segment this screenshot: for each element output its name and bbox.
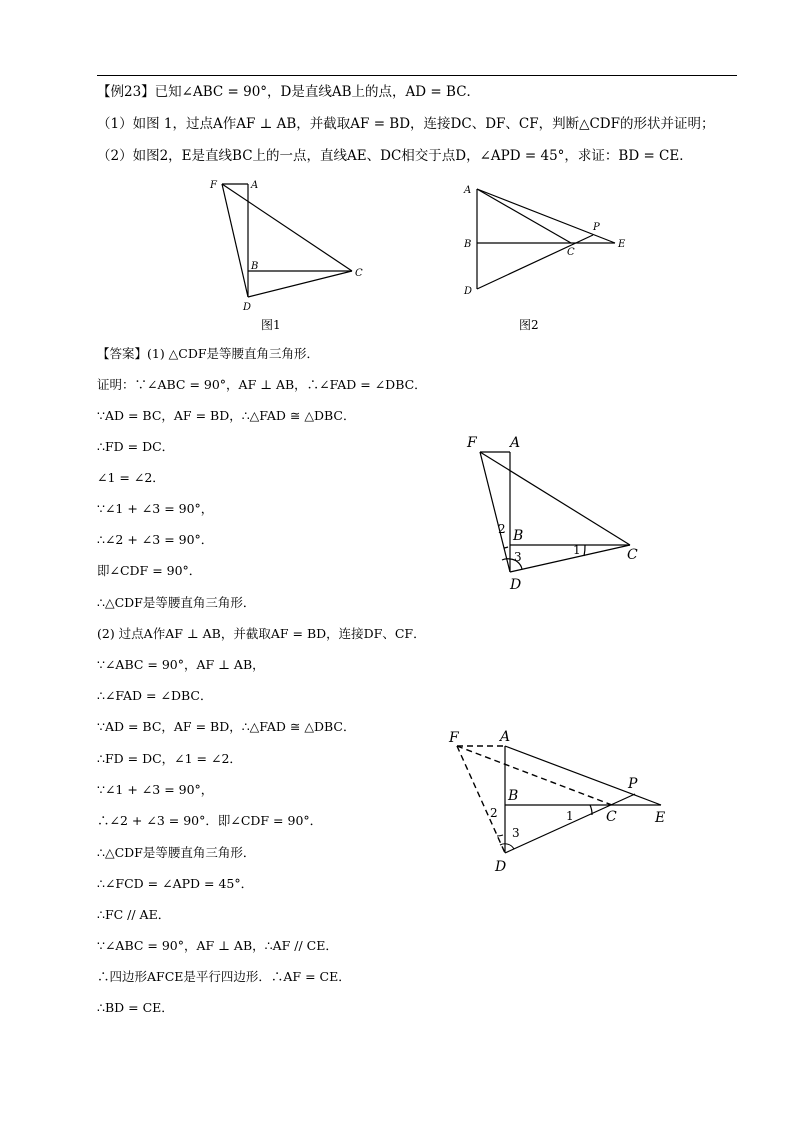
sol2-label-A: A [500, 729, 511, 745]
sol1-label-D: D [510, 577, 522, 593]
sol1-angle-1: 1 [573, 543, 581, 557]
solution-line-8: 即∠CDF = 90°． [97, 563, 202, 578]
solution-line-15: ∵∠1 + ∠3 = 90°， [97, 782, 214, 797]
fig2-label-E: E [618, 239, 626, 250]
top-rule [97, 75, 737, 76]
solution-line-10: (2) 过点A作AF ⊥ AB，并截取AF = BD，连接DF、CF． [97, 626, 426, 641]
solution-line-16: ∴∠2 + ∠3 = 90°．即∠CDF = 90°． [97, 813, 323, 828]
figure-2-caption: 图2 [519, 318, 539, 332]
solution-line-18: ∴∠FCD = ∠APD = 45°． [97, 876, 254, 891]
problem-part1: （1）如图 1，过点A作AF ⊥ AB，并截取AF = BD，连接DC、DF、CF，判断△CDF的形状并证明； [97, 116, 715, 132]
sol1-angle-3: 3 [514, 550, 522, 564]
solution-line-2: 证明：∵∠ABC = 90°，AF ⊥ AB，∴∠FAD = ∠DBC． [97, 377, 427, 392]
solution-line-20: ∵∠ABC = 90°，AF ⊥ AB，∴AF // CE． [97, 938, 338, 953]
fig2-label-B: B [464, 239, 472, 250]
figure-1-caption: 图1 [261, 318, 281, 332]
solution-line-1: 【答案】(1) △CDF是等腰直角三角形． [97, 346, 320, 361]
sol2-label-E: E [655, 810, 666, 826]
fig1-label-A: A [251, 180, 259, 191]
solution-line-12: ∴∠FAD = ∠DBC． [97, 688, 213, 703]
solution-line-3: ∵AD = BC，AF = BD，∴△FAD ≅ △DBC． [97, 408, 356, 423]
fig1-label-B: B [251, 261, 259, 272]
sol2-label-F: F [449, 730, 459, 746]
solution-figure-1 [460, 430, 650, 595]
sol2-label-C: C [606, 809, 617, 825]
fig2-label-D: D [464, 286, 473, 297]
sol1-label-A: A [510, 435, 521, 451]
sol2-label-B: B [508, 788, 519, 804]
sol1-angle-2: 2 [498, 522, 506, 536]
fig2-label-P: P [593, 222, 600, 233]
fig2-label-A: A [464, 185, 472, 196]
solution-line-14: ∴FD = DC，∠1 = ∠2． [97, 751, 242, 766]
solution-line-5: ∠1 = ∠2． [97, 470, 165, 485]
figure-1 [200, 172, 375, 317]
problem-part2: （2）如图2，E是直线BC上的一点，直线AE、DC相交于点D，∠APD = 45°，求证：BD = CE． [97, 148, 693, 164]
solution-line-13: ∵AD = BC，AF = BD，∴△FAD ≅ △DBC． [97, 719, 356, 734]
sol2-angle-1: 1 [566, 809, 574, 823]
solution-line-6: ∵∠1 + ∠3 = 90°， [97, 501, 214, 516]
fig1-label-D: D [243, 302, 252, 313]
solution-line-19: ∴FC // AE． [97, 907, 171, 922]
solution-line-11: ∵∠ABC = 90°，AF ⊥ AB， [97, 657, 265, 672]
fig1-label-F: F [210, 180, 217, 191]
sol2-angle-3: 3 [512, 826, 520, 840]
fig1-label-C: C [355, 268, 363, 279]
solution-line-17: ∴△CDF是等腰直角三角形． [97, 845, 256, 860]
solution-line-21: ∴四边形AFCE是平行四边形．∴AF = CE． [97, 969, 351, 984]
solution-line-7: ∴∠2 + ∠3 = 90°． [97, 532, 214, 547]
sol2-angle-2: 2 [490, 806, 498, 820]
solution-line-22: ∴BD = CE． [97, 1000, 174, 1015]
sol2-label-D: D [495, 859, 507, 875]
sol1-label-C: C [627, 547, 638, 563]
solution-line-9: ∴△CDF是等腰直角三角形． [97, 595, 256, 610]
sol1-label-F: F [467, 435, 477, 451]
figure-2 [455, 175, 635, 300]
solution-line-4: ∴FD = DC． [97, 439, 175, 454]
sol1-label-B: B [513, 528, 524, 544]
solution-figure-2 [440, 722, 675, 877]
fig2-label-C: C [567, 247, 575, 258]
sol2-label-P: P [628, 776, 638, 792]
problem-header: 【例23】已知∠ABC = 90°，D是直线AB上的点，AD = BC． [97, 84, 481, 100]
